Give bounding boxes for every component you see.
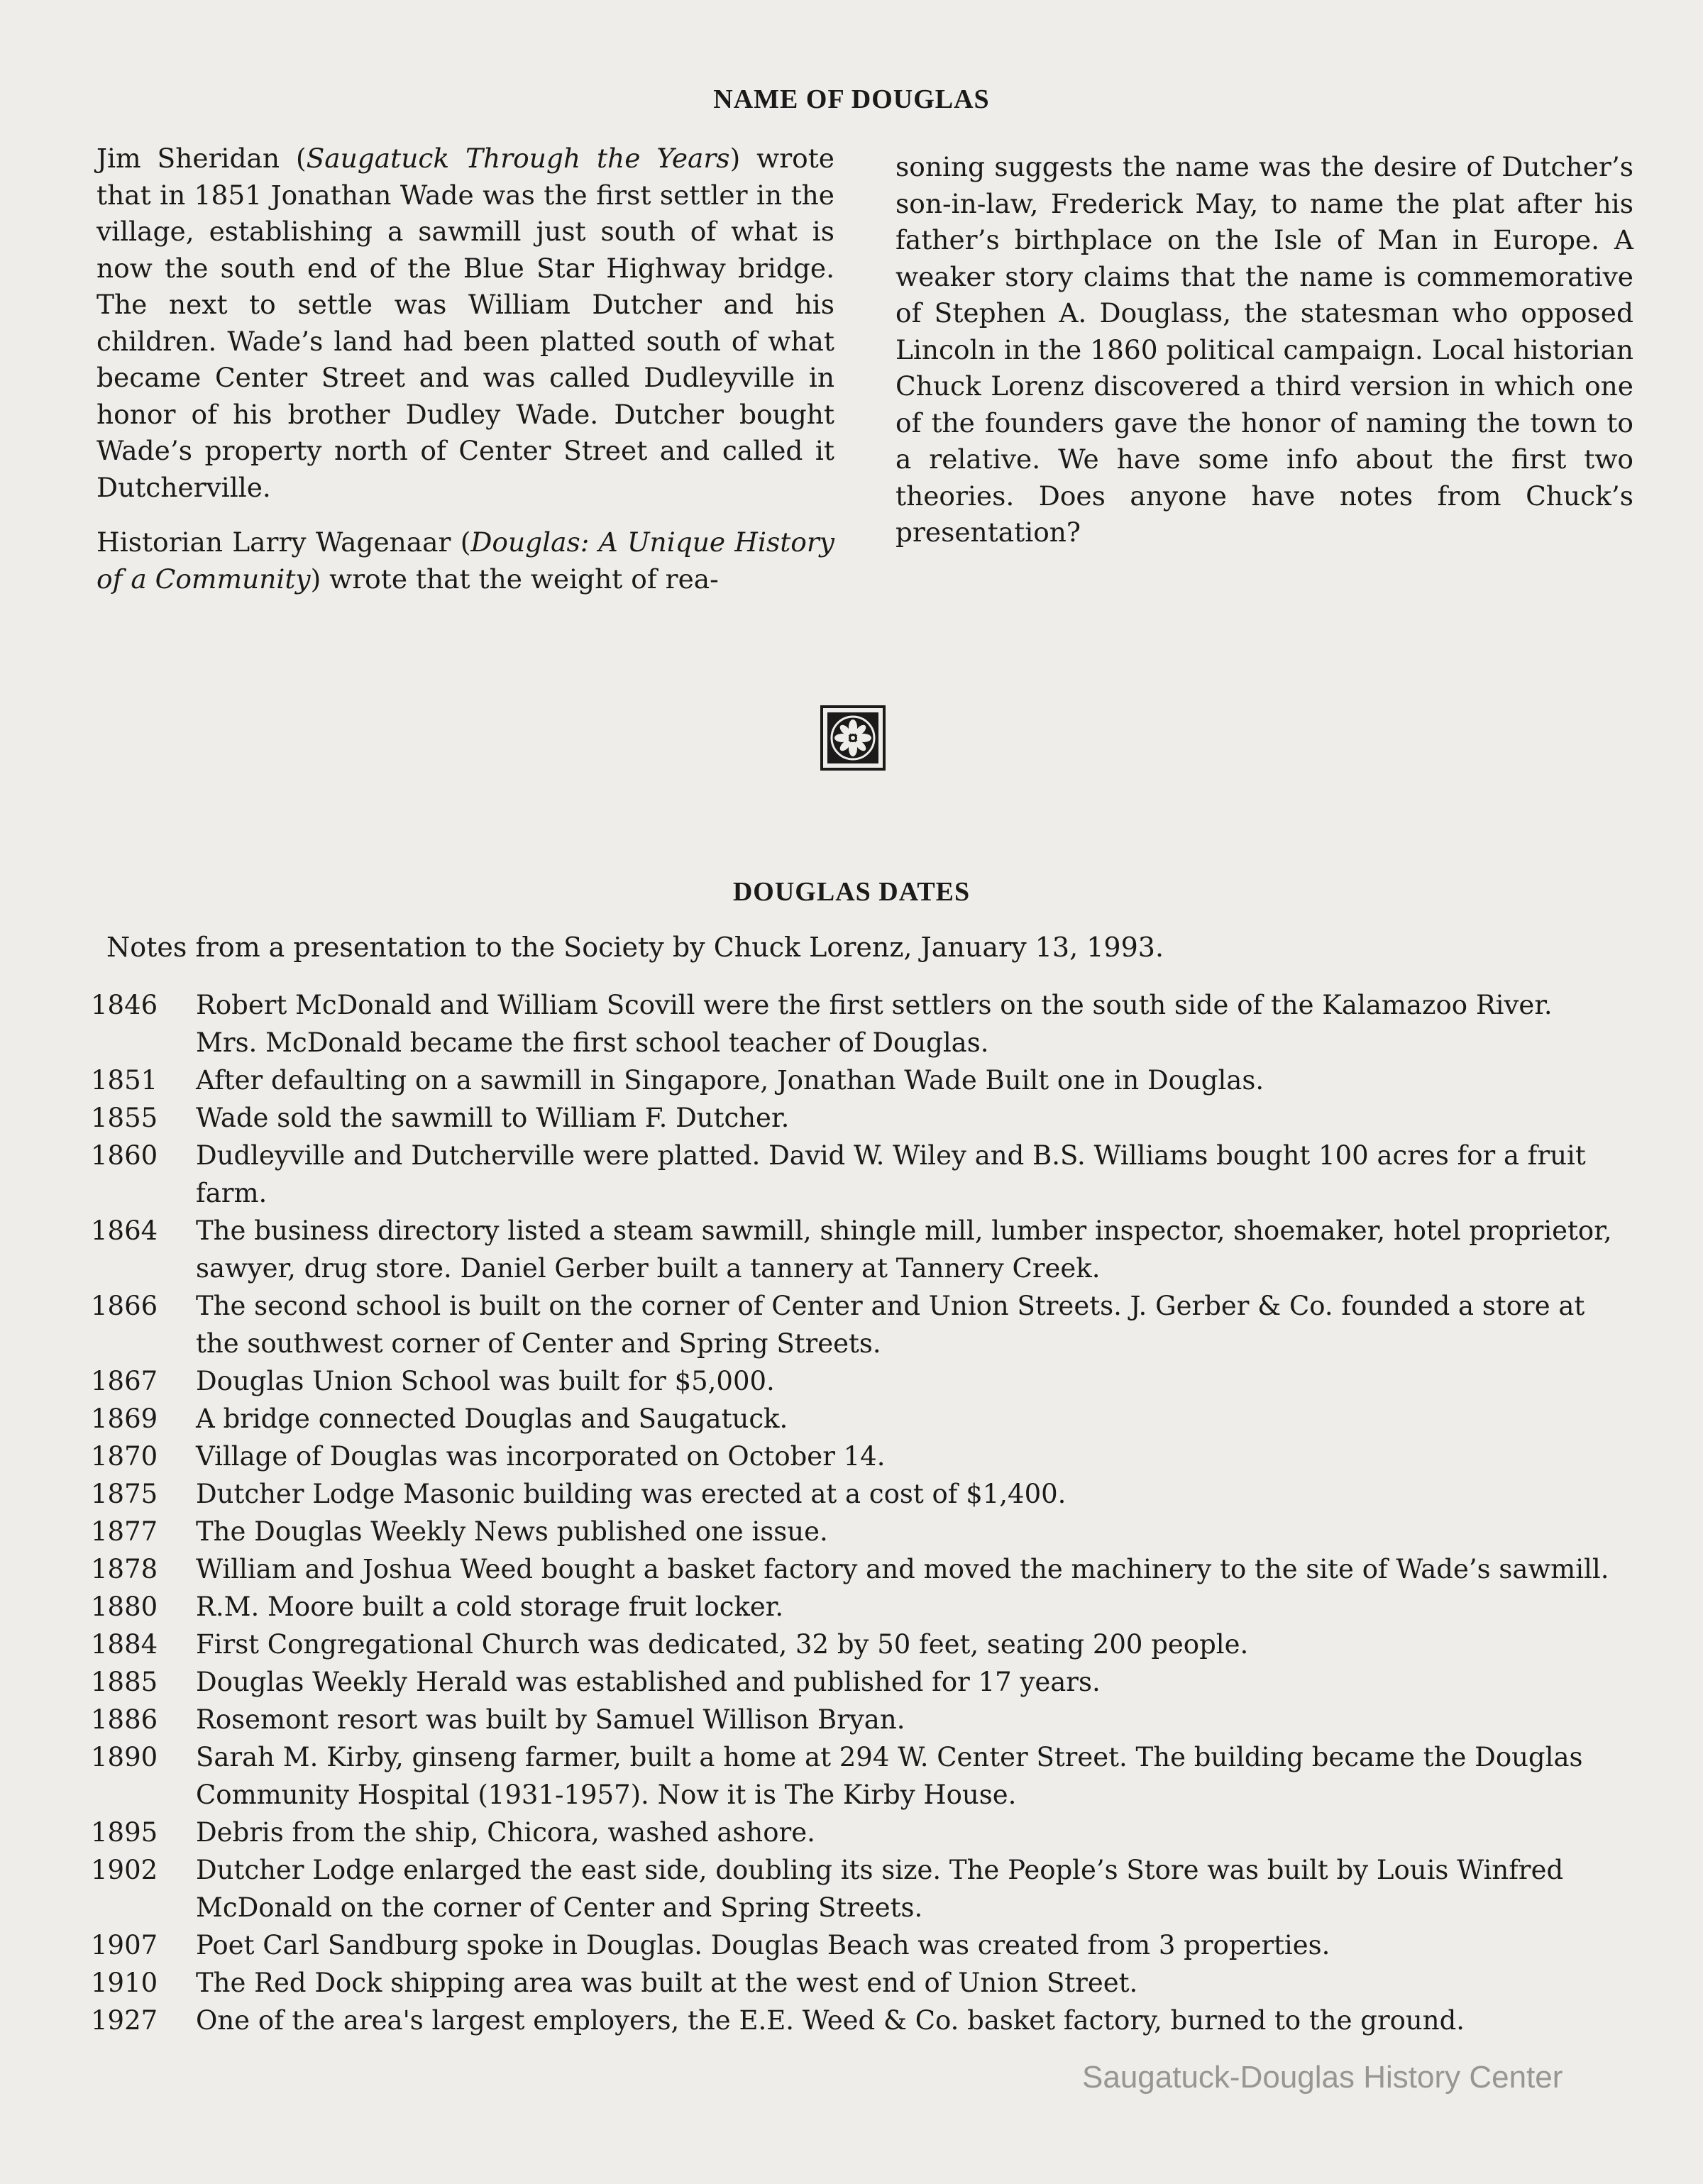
date-entry bbox=[91, 1701, 1616, 1738]
date-year: 1885 bbox=[91, 1667, 158, 1697]
dates-intro: Notes from a presentation to the Society by Chuck Lorenz, January 13, 1993. bbox=[106, 932, 1164, 963]
date-entry bbox=[91, 1438, 1616, 1475]
wagenaar-paragraph: Historian Larry Wagenaar (Douglas: A Unique History of a Community) wrote that the weight of rea- bbox=[97, 526, 834, 595]
date-event: R.M. Moore built a cold storage fruit locker. bbox=[196, 1592, 784, 1622]
date-entry bbox=[91, 1738, 1616, 1814]
date-event: Poet Carl Sandburg spoke in Douglas. Douglas Beach was created from 3 properties. bbox=[196, 1930, 1330, 1960]
date-year: 1927 bbox=[91, 2005, 158, 2036]
sheridan-paragraph: Jim Sheridan (Saugatuck Through the Years) wrote that in 1851 Jonathan Wade was the first settler in the village, establishing a sawmill just south of what is now the south end of the Blue Star Highway bridge. The next to settle was William Dutcher and his children. Wade’s land had been platted south of what became Center Street and was called Dudleyville in honor of his brother Dudley Wade. Dutcher bought Wade’s property north of Center Street and called it Dutcherville. bbox=[97, 143, 835, 503]
date-entry bbox=[91, 1362, 1616, 1400]
date-year: 1886 bbox=[91, 1704, 158, 1735]
date-entry bbox=[91, 1964, 1616, 2002]
name-section-left-column bbox=[97, 140, 834, 616]
date-event: The Douglas Weekly News published one issue. bbox=[196, 1516, 828, 1547]
date-year: 1884 bbox=[91, 1629, 158, 1660]
date-year: 1870 bbox=[91, 1441, 158, 1472]
date-entry bbox=[91, 1287, 1616, 1362]
name-section-right-column bbox=[895, 149, 1633, 570]
date-event: One of the area's largest employers, the E.E. Weed & Co. basket factory, burned to the ground. bbox=[196, 2005, 1465, 2036]
date-entry bbox=[91, 1663, 1616, 1701]
watermark: Saugatuck-Douglas History Center bbox=[1082, 2060, 1563, 2095]
douglas-dates-heading: DOUGLAS DATES bbox=[732, 877, 971, 907]
date-entry bbox=[91, 1550, 1616, 1588]
date-year: 1846 bbox=[91, 990, 158, 1020]
date-year: 1880 bbox=[91, 1592, 158, 1622]
date-entry bbox=[91, 1099, 1616, 1137]
date-year: 1890 bbox=[91, 1742, 158, 1772]
date-year: 1869 bbox=[91, 1403, 158, 1434]
date-year: 1866 bbox=[91, 1291, 158, 1321]
date-year: 1875 bbox=[91, 1479, 158, 1509]
date-event: Douglas Weekly Herald was established and published for 17 years. bbox=[196, 1667, 1101, 1697]
date-event: A bridge connected Douglas and Saugatuck. bbox=[196, 1403, 788, 1434]
date-entry bbox=[91, 1626, 1616, 1663]
date-entry bbox=[91, 1814, 1616, 1851]
date-entry bbox=[91, 1475, 1616, 1513]
date-entry bbox=[91, 1851, 1616, 1926]
date-event: Village of Douglas was incorporated on October 14. bbox=[196, 1441, 886, 1472]
date-year: 1855 bbox=[91, 1103, 158, 1133]
date-entry bbox=[91, 1212, 1616, 1287]
book-title: Saugatuck Through the Years bbox=[306, 143, 730, 174]
date-entry bbox=[91, 1137, 1616, 1212]
date-event: William and Joshua Weed bought a basket factory and moved the machinery to the site of Wade’s sawmill. bbox=[196, 1554, 1609, 1584]
date-event: Rosemont resort was built by Samuel Willison Bryan. bbox=[196, 1704, 905, 1735]
date-entry bbox=[91, 2002, 1616, 2039]
date-year: 1878 bbox=[91, 1554, 158, 1584]
date-entry bbox=[91, 1926, 1616, 1964]
reasoning-paragraph: soning suggests the name was the desire of Dutcher’s son-in-law, Frederick May, to name the plat after his father’s birthplace on the Isle of Man in Europe. A weaker story claims that the name is commemorative of Stephen A. Douglass, the statesman who opposed Lincoln in the 1860 political campaign. Local historian Chuck Lorenz discovered a third version in which one of the founders gave the honor of naming the town to a relative. We have some info about the first two theories. Does anyone have notes from Chuck’s presentation? bbox=[895, 151, 1633, 548]
date-event: Dutcher Lodge Masonic building was erected at a cost of $1,400. bbox=[196, 1479, 1067, 1509]
date-event: Sarah M. Kirby, ginseng farmer, built a home at 294 W. Center Street. The building became the Douglas Community Hospital (1931-1957). Now it is The Kirby House. bbox=[196, 1742, 1583, 1810]
dates-list bbox=[91, 986, 1616, 2039]
date-year: 1867 bbox=[91, 1366, 158, 1396]
date-year: 1902 bbox=[91, 1855, 158, 1885]
date-event: The Red Dock shipping area was built at the west end of Union Street. bbox=[196, 1968, 1138, 1998]
date-year: 1864 bbox=[91, 1215, 158, 1246]
date-year: 1877 bbox=[91, 1516, 158, 1547]
date-entry bbox=[91, 986, 1616, 1061]
date-entry bbox=[91, 1588, 1616, 1626]
date-year: 1851 bbox=[91, 1065, 158, 1096]
date-event: The second school is built on the corner of Center and Union Streets. J. Gerber & Co. founded a store at the southwest corner of Center and Spring Streets. bbox=[196, 1291, 1585, 1359]
date-year: 1860 bbox=[91, 1140, 158, 1171]
date-entry bbox=[91, 1400, 1616, 1438]
date-event: Douglas Union School was built for $5,000. bbox=[196, 1366, 775, 1396]
book-title: Douglas: A Unique History of a Community bbox=[97, 526, 834, 595]
date-event: Debris from the ship, Chicora, washed ashore. bbox=[196, 1817, 815, 1848]
date-year: 1910 bbox=[91, 1968, 158, 1998]
date-year: 1907 bbox=[91, 1930, 158, 1960]
date-event: After defaulting on a sawmill in Singapore, Jonathan Wade Built one in Douglas. bbox=[196, 1065, 1264, 1096]
date-year: 1895 bbox=[91, 1817, 158, 1848]
date-event: The business directory listed a steam sawmill, shingle mill, lumber inspector, shoemaker, hotel proprietor, sawyer, drug store. Daniel Gerber built a tannery at Tannery Creek. bbox=[196, 1215, 1612, 1284]
date-event: Robert McDonald and William Scovill were the first settlers on the south side of the Kalamazoo River. Mrs. McDonald became the first school teacher of Douglas. bbox=[196, 990, 1553, 1058]
date-event: First Congregational Church was dedicated, 32 by 50 feet, seating 200 people. bbox=[196, 1629, 1249, 1660]
ornament-divider-icon bbox=[820, 705, 886, 771]
name-of-douglas-heading: NAME OF DOUGLAS bbox=[713, 84, 990, 114]
date-event: Dudleyville and Dutcherville were platted. David W. Wiley and B.S. Williams bought 100 acres for a fruit farm. bbox=[196, 1140, 1586, 1208]
date-entry bbox=[91, 1061, 1616, 1099]
date-event: Wade sold the sawmill to William F. Dutcher. bbox=[196, 1103, 790, 1133]
date-entry bbox=[91, 1513, 1616, 1550]
date-event: Dutcher Lodge enlarged the east side, doubling its size. The People’s Store was built by Louis Winfred McDonald on the corner of Center and Spring Streets. bbox=[196, 1855, 1564, 1923]
